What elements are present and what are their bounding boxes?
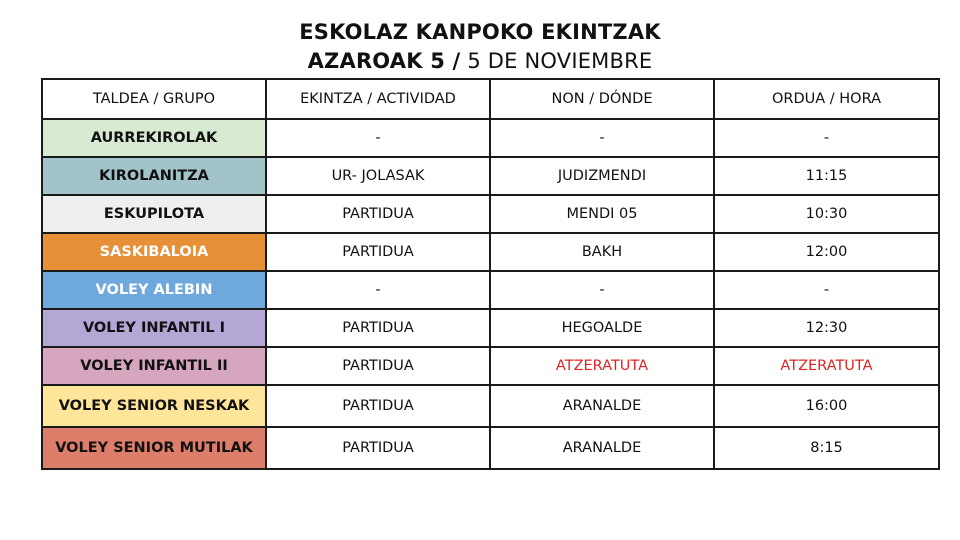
title-date-spanish: 5 DE NOVIEMBRE xyxy=(467,49,653,73)
place-cell: JUDIZMENDI xyxy=(490,157,714,195)
table-row xyxy=(42,233,939,271)
table-row xyxy=(42,385,939,427)
header-place: NON / DÓNDE xyxy=(490,79,714,119)
time-cell: ATZERATUTA xyxy=(714,347,939,385)
time-cell: 11:15 xyxy=(714,157,939,195)
time-cell: 8:15 xyxy=(714,427,939,469)
place-cell: BAKH xyxy=(490,233,714,271)
title-line-1 xyxy=(0,18,960,47)
activity-cell: - xyxy=(266,119,490,157)
place-cell: ARANALDE xyxy=(490,385,714,427)
table-row xyxy=(42,427,939,469)
table-row xyxy=(42,157,939,195)
table-row xyxy=(42,195,939,233)
place-cell: MENDI 05 xyxy=(490,195,714,233)
group-cell: ESKUPILOTA xyxy=(42,195,266,233)
group-cell: VOLEY ALEBIN xyxy=(42,271,266,309)
time-cell: - xyxy=(714,271,939,309)
table-row xyxy=(42,347,939,385)
group-cell: VOLEY INFANTIL II xyxy=(42,347,266,385)
title-date-basque: AZAROAK 5 / xyxy=(307,49,461,73)
title-main: ESKOLAZ KANPOKO EKINTZAK xyxy=(299,20,661,44)
time-cell: 16:00 xyxy=(714,385,939,427)
table-row xyxy=(42,271,939,309)
activity-cell: PARTIDUA xyxy=(266,427,490,469)
group-cell: KIROLANITZA xyxy=(42,157,266,195)
time-cell: 12:30 xyxy=(714,309,939,347)
schedule-table xyxy=(41,78,940,470)
activity-cell: UR- JOLASAK xyxy=(266,157,490,195)
header-group: TALDEA / GRUPO xyxy=(42,79,266,119)
place-cell: ARANALDE xyxy=(490,427,714,469)
activity-cell: PARTIDUA xyxy=(266,233,490,271)
time-cell: 12:00 xyxy=(714,233,939,271)
group-cell: VOLEY INFANTIL I xyxy=(42,309,266,347)
group-cell: AURREKIROLAK xyxy=(42,119,266,157)
activity-cell: - xyxy=(266,271,490,309)
time-cell: - xyxy=(714,119,939,157)
place-cell: ATZERATUTA xyxy=(490,347,714,385)
page-title xyxy=(0,18,960,76)
activity-cell: PARTIDUA xyxy=(266,309,490,347)
place-cell: HEGOALDE xyxy=(490,309,714,347)
table-row xyxy=(42,119,939,157)
activity-cell: PARTIDUA xyxy=(266,385,490,427)
header-row xyxy=(42,79,939,119)
title-line-2 xyxy=(0,47,960,76)
header-time: ORDUA / HORA xyxy=(714,79,939,119)
group-cell: SASKIBALOIA xyxy=(42,233,266,271)
table-row xyxy=(42,309,939,347)
group-cell: VOLEY SENIOR MUTILAK xyxy=(42,427,266,469)
header-activity: EKINTZA / ACTIVIDAD xyxy=(266,79,490,119)
place-cell: - xyxy=(490,271,714,309)
place-cell: - xyxy=(490,119,714,157)
activity-cell: PARTIDUA xyxy=(266,347,490,385)
group-cell: VOLEY SENIOR NESKAK xyxy=(42,385,266,427)
activity-cell: PARTIDUA xyxy=(266,195,490,233)
time-cell: 10:30 xyxy=(714,195,939,233)
